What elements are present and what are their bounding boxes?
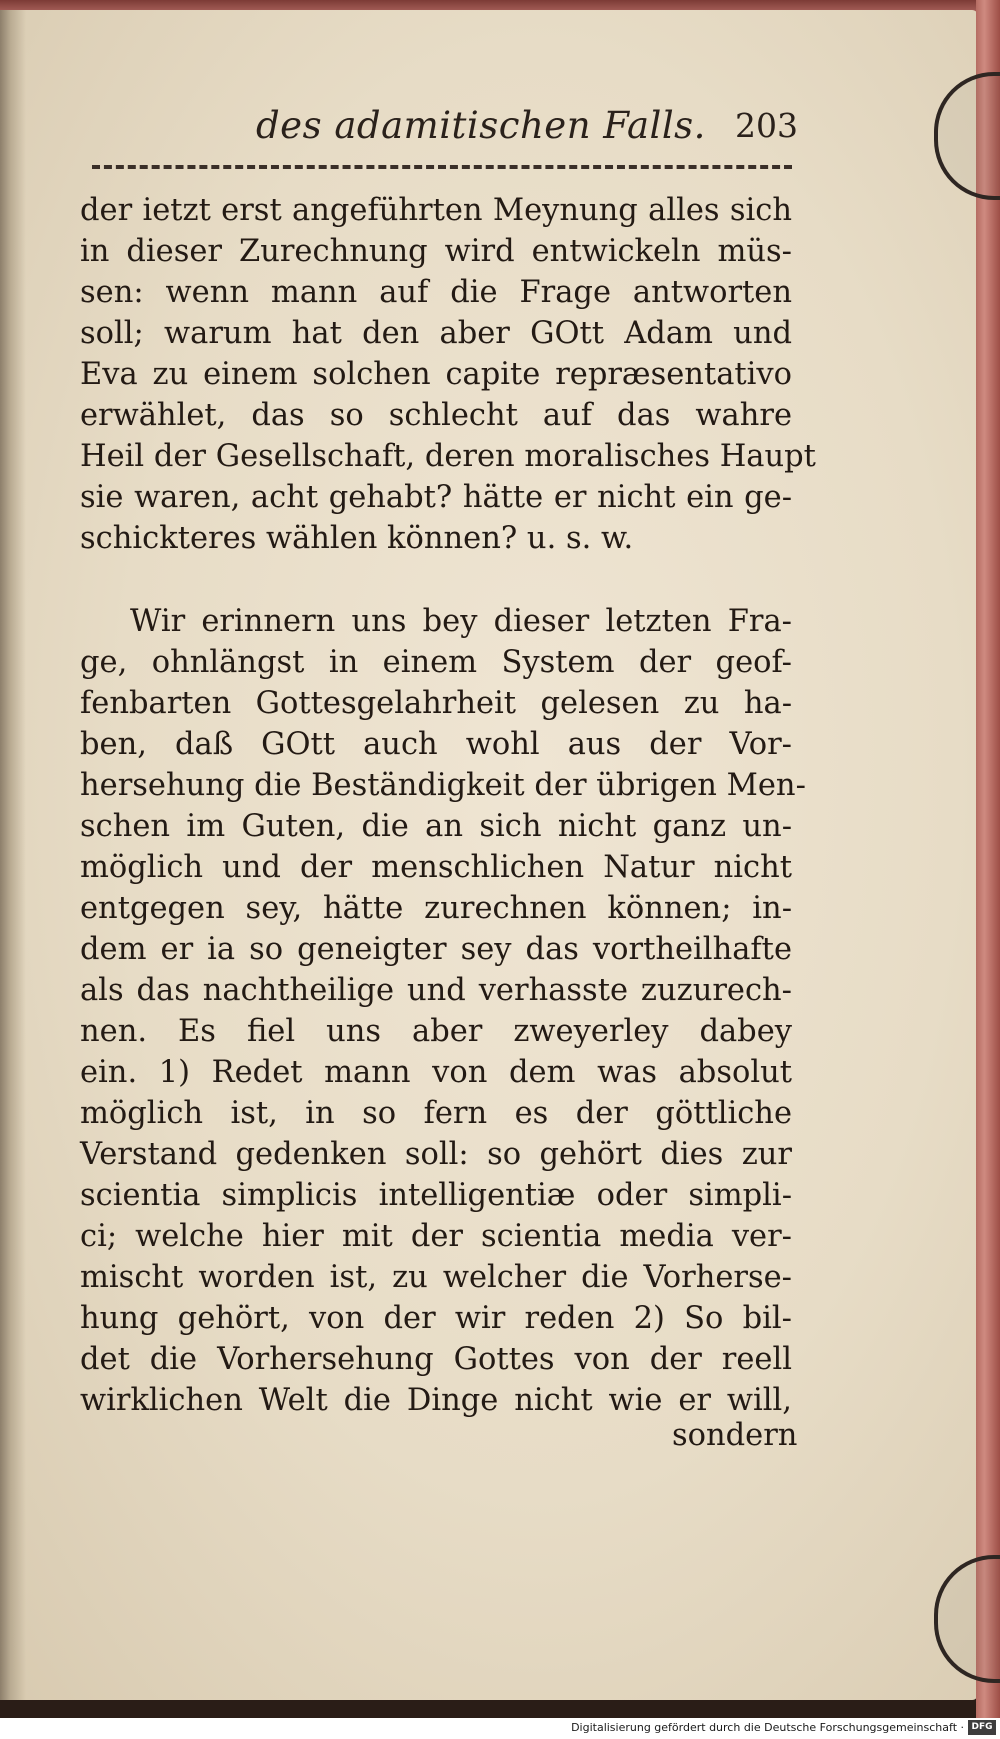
dfg-logo-icon: DFG [968, 1720, 996, 1735]
text-line: ein. 1) Redet mann von dem was absolut [80, 1055, 792, 1090]
text-line: wirklichen Welt die Dinge nicht wie er will, [80, 1383, 792, 1418]
text-line: der ietzt erst angeführten Meynung alles sich [80, 193, 792, 228]
header-rule [92, 165, 792, 169]
book-cover-edge [976, 0, 1000, 1739]
body-text [80, 190, 816, 1421]
paragraph-2 [80, 601, 806, 1421]
text-line: soll; warum hat den aber GOtt Adam und [80, 316, 792, 351]
footer-credit: Digitalisierung gefördert durch die Deutsche Forschungsgemeinschaft · [571, 1721, 964, 1734]
text-line: sen: wenn mann auf die Frage antworten [80, 275, 792, 310]
text-line: schen im Guten, die an sich nicht ganz un- [80, 809, 792, 844]
text-line: Eva zu einem solchen capite repræsentativo [80, 357, 792, 392]
running-head: des adamitischen Falls. [256, 104, 706, 147]
text-line: sie waren, acht gehabt? hätte er nicht ein ge- [80, 480, 792, 515]
text-line: schickteres wählen können? u. s. w. [80, 521, 634, 556]
text-line: möglich ist, in so fern es der göttliche [80, 1096, 792, 1131]
text-line: nen. Es fiel uns aber zweyerley dabey [80, 1014, 792, 1049]
paragraph-gap [80, 559, 792, 601]
text-line: erwählet, das so schlecht auf das wahre [80, 398, 792, 433]
text-line: in dieser Zurechnung wird entwickeln müs- [80, 234, 792, 269]
text-line: dem er ia so geneigter sey das vortheilhafte [80, 932, 792, 967]
catchword: sondern [672, 1418, 798, 1453]
text-line: ge, ohnlängst in einem System der geof- [80, 645, 792, 680]
page-number: 203 [735, 106, 798, 145]
text-line: mischt worden ist, zu welcher die Vorherse- [80, 1260, 792, 1295]
text-line: entgegen sey, hätte zurechnen können; in- [80, 891, 792, 926]
page-header [88, 104, 798, 154]
text-line: möglich und der menschlichen Natur nicht [80, 850, 792, 885]
text-line: scientia simplicis intelligentiæ oder simpli- [80, 1178, 792, 1213]
text-line: det die Vorhersehung Gottes von der reell [80, 1342, 792, 1377]
text-line: Verstand gedenken soll: so gehört dies zur [80, 1137, 792, 1172]
text-line: Heil der Gesellschaft, deren moralisches Haupt [80, 439, 816, 474]
paragraph-1 [80, 190, 816, 559]
page-gutter-shadow [0, 10, 26, 1700]
text-line: Wir erinnern uns bey dieser letzten Fra- [130, 604, 792, 639]
text-line: fenbarten Gottesgelahrheit gelesen zu ha- [80, 686, 792, 721]
text-line: hung gehört, von der wir reden 2) So bil- [80, 1301, 792, 1336]
text-line: ben, daß GOtt auch wohl aus der Vor- [80, 727, 792, 762]
text-line: als das nachtheilige und verhasste zuzurech- [80, 973, 792, 1008]
text-line: hersehung die Beständigkeit der übrigen Men- [80, 768, 806, 803]
text-line: ci; welche hier mit der scientia media ver- [80, 1219, 792, 1254]
